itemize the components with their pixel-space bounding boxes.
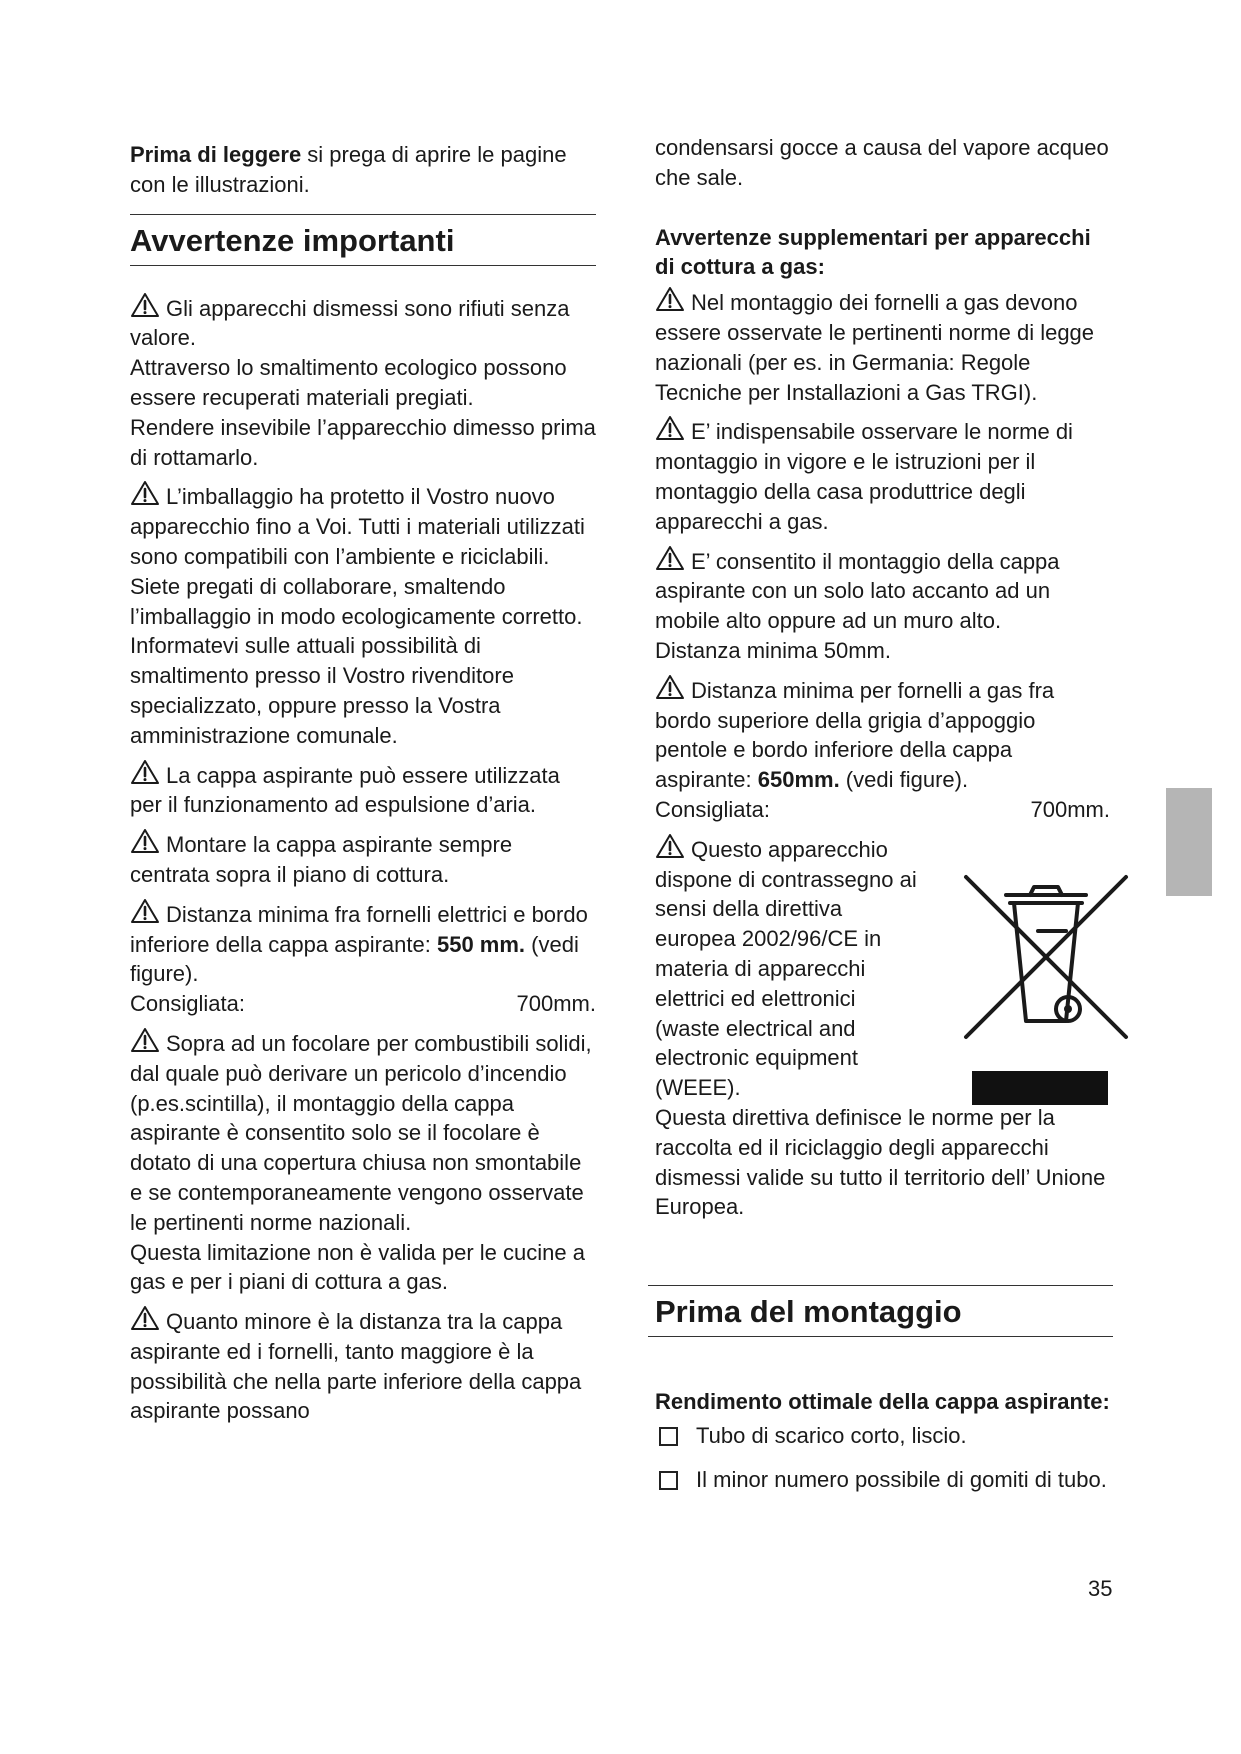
paragraph-recycling: Attraverso lo smaltimento ecologico possono essere recuperati materiali pregiati.	[130, 355, 567, 410]
weee-bin-icon	[962, 873, 1130, 1113]
intro-paragraph	[130, 140, 596, 200]
paragraph-scrap: Rendere insevibile l’apparecchio dimesso prima di rottamarlo.	[130, 414, 596, 470]
rule-bottom	[648, 1336, 1113, 1337]
paragraph-weee-directive: Questa direttiva definisce le norme per la raccolta ed il riciclaggio degli apparecchi dismessi valide su tutto il territorio dell’ Unione Europea.	[655, 1104, 1106, 1220]
min-distance-gas: 650mm.	[757, 767, 840, 793]
warning-icon	[655, 545, 685, 571]
subhead-gas-warnings: Avvertenze supplementari per apparecchi di cottura a gas:	[655, 224, 1091, 280]
page-number: 35	[1088, 1576, 1113, 1601]
warning-packaging: L’imballaggio ha protetto il Vostro nuovo apparecchio fino a Voi. Tutti i materiali utilizzati sono compatibili con l’ambiente e riciclabili. Siete pregati di collaborare, smaltendo l’imballaggio in modo ecologicamente corretto.	[130, 480, 596, 631]
min-distance-electric: 550 mm.	[436, 931, 526, 957]
warning-exhaust-mode: La cappa aspirante può essere utilizzata per il funzionamento ad espulsione d’aria.	[130, 759, 596, 821]
warning-gas-distance: Distanza minima per fornelli a gas fra bordo superiore della grigia d’appoggio pentole e bordo inferiore della cappa aspirante: 650mm. (vedi figure).	[655, 674, 1110, 795]
warning-solid-fuel: Sopra ad un focolare per combustibili solidi, dal quale può derivare un pericolo d’incendio (p.es.scintilla), il montaggio della cappa aspirante è consentito solo se il focolare è dotato di una copertura chiusa non smontabile e se contemporaneamente vengono osservate le pertinenti norme nazionali.	[130, 1027, 596, 1238]
warning-icon	[130, 1027, 160, 1053]
paragraph-gas-exception: Questa limitazione non è valida per le cucine a gas e per i piani di cottura a gas.	[130, 1239, 585, 1295]
warning-electric-distance: Distanza minima fra fornelli elettrici e bordo inferiore della cappa aspirante: 550 mm. (vedi figure).	[130, 898, 596, 989]
warning-icon	[130, 1305, 160, 1331]
warning-icon	[130, 292, 160, 318]
warning-icon	[130, 828, 160, 854]
warning-condensation: Quanto minore è la distanza tra la cappa aspirante ed i fornelli, tanto maggiore è la possibilità che nella parte inferiore della cappa aspirante possano	[130, 1305, 596, 1426]
recommended-electric-value: 700mm.	[516, 991, 596, 1017]
intro-text: si prega di aprire le pagine con le illustrazioni.	[130, 142, 567, 197]
warning-icon	[655, 286, 685, 312]
paragraph-continuation: condensarsi gocce a causa del vapore acqueo che sale.	[655, 135, 1109, 190]
checklist-item: Tubo di scarico corto, liscio.	[655, 1421, 1110, 1451]
performance-block	[655, 1387, 1110, 1494]
checkbox-icon	[659, 1471, 678, 1490]
checklist-item: Il minor numero possibile di gomiti di tubo.	[655, 1465, 1110, 1495]
paragraph-min-distance: Distanza minima 50mm.	[655, 637, 891, 663]
intro-bold: Prima di leggere	[130, 142, 302, 167]
side-tab-marker	[1166, 788, 1212, 896]
warning-disposal: Gli apparecchi dismessi sono rifiuti senza valore.	[130, 292, 596, 354]
recommended-electric: Consigliata: 700mm.	[130, 989, 596, 1019]
warning-gas-norms: Nel montaggio dei fornelli a gas devono essere osservate le pertinenti norme di legge nazionali (per es. in Germania: Regole Tecniche per Installazioni a Gas TRGI).	[655, 286, 1110, 407]
subhead-performance: Rendimento ottimale della cappa aspirante:	[655, 1389, 1110, 1414]
section-heading-before-installation	[648, 1285, 1113, 1337]
paragraph-disposal-info: Informatevi sulle attuali possibilità di smaltimento presso il Vostro rivenditore specializzato, oppure presso la Vostra amministrazione comunale.	[130, 633, 514, 748]
warning-side-mounting: E’ consentito il montaggio della cappa aspirante con un solo lato accanto ad un mobile alto oppure ad un muro alto.	[655, 545, 1110, 636]
warning-weee: Questo apparecchio dispone di contrassegno ai sensi della direttiva europea 2002/96/CE in materia di apparecchi elettrici ed elettronici (waste electrical and electronic equipment (WEEE).	[655, 833, 925, 1103]
warning-icon	[655, 674, 685, 700]
section-title-warnings: Avvertenze importanti	[130, 222, 455, 258]
warning-icon	[130, 898, 160, 924]
left-column	[130, 140, 596, 1426]
warning-gas-instructions: E’ indispensabile osservare le norme di montaggio in vigore e le istruzioni per il montaggio della casa produttrice degli apparecchi a gas.	[655, 415, 1110, 536]
warning-icon	[130, 759, 160, 785]
recommended-gas-value: 700mm.	[1030, 796, 1110, 822]
section-title-before-installation: Prima del montaggio	[655, 1294, 962, 1329]
warning-icon	[655, 833, 685, 859]
checkbox-icon	[659, 1427, 678, 1446]
warning-icon	[130, 480, 160, 506]
warning-icon	[655, 415, 685, 441]
warning-centering: Montare la cappa aspirante sempre centrata sopra il piano di cottura.	[130, 828, 596, 890]
recommended-gas: Consigliata: 700mm.	[655, 795, 1110, 825]
